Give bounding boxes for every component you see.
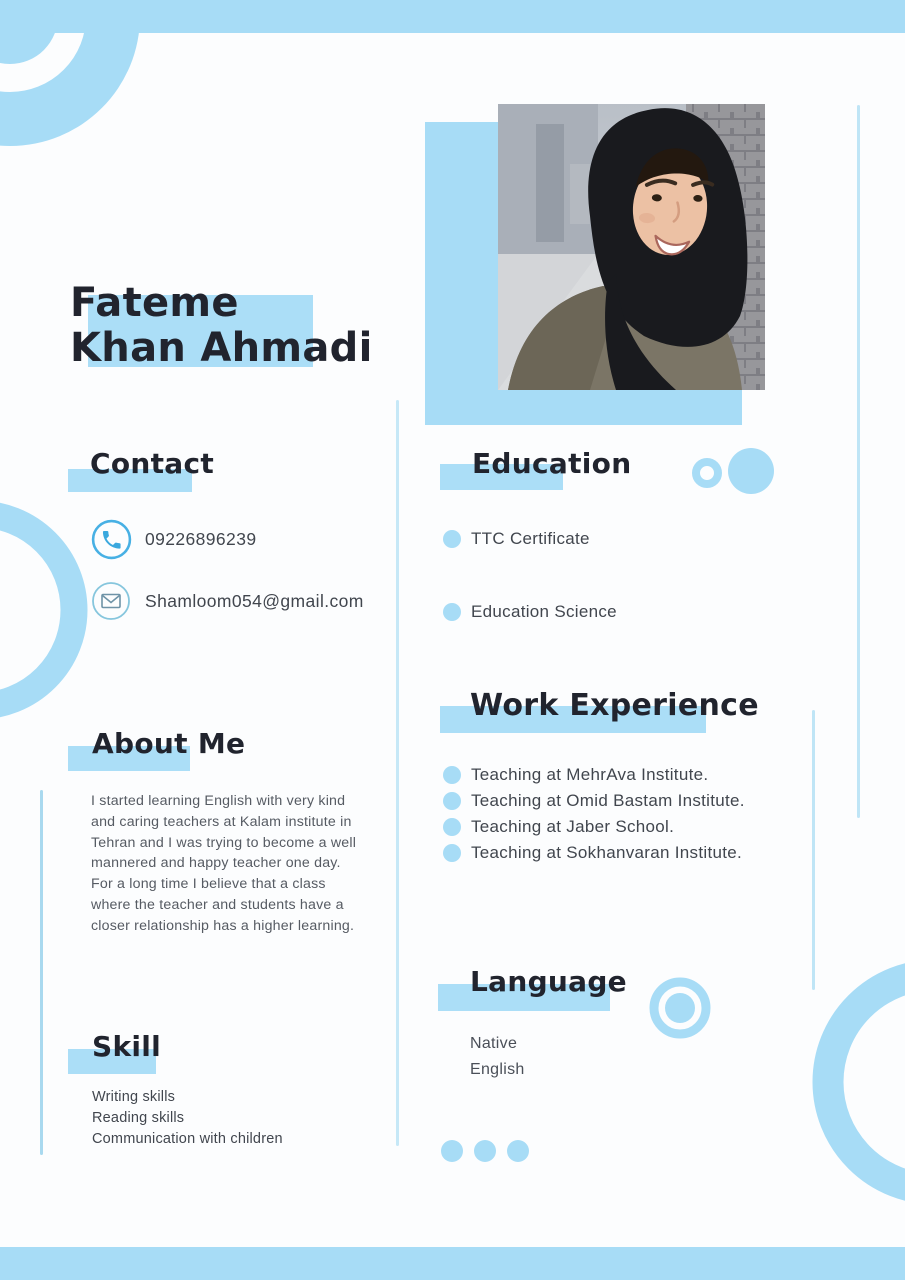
bullet-icon xyxy=(443,818,461,836)
work-item: Teaching at MehrAva Institute. xyxy=(471,765,709,784)
education-circles-decoration xyxy=(685,440,785,502)
work-item: Teaching at Jaber School. xyxy=(471,817,675,836)
person-name xyxy=(70,281,373,371)
work-item: Teaching at Omid Bastam Institute. xyxy=(471,791,745,810)
about-line: and caring teachers at Kalam institute in xyxy=(91,813,352,830)
email-address: Shamloom054@gmail.com xyxy=(145,591,364,611)
top-band-decoration xyxy=(0,0,905,33)
about-line: I started learning English with very kind xyxy=(91,793,346,809)
skill-heading: Skill xyxy=(92,1030,162,1063)
right-ring-decoration xyxy=(780,950,905,1247)
right-divider-line-top xyxy=(857,105,860,818)
bullet-icon xyxy=(443,766,461,784)
bullet-icon xyxy=(443,844,461,862)
corner-rings-decoration xyxy=(0,0,230,230)
profile-photo xyxy=(498,104,765,390)
dot-decoration xyxy=(474,1140,496,1162)
email-icon xyxy=(91,581,131,621)
education-heading: Education xyxy=(472,447,632,480)
phone-number: 09226896239 xyxy=(145,529,257,549)
dot-decoration xyxy=(507,1140,529,1162)
work-item-row xyxy=(443,765,708,785)
phone-icon xyxy=(91,519,132,560)
work-item-row xyxy=(443,843,742,863)
about-line: mannered and happy teacher one day. xyxy=(91,855,341,872)
work-item: Teaching at Sokhanvaran Institute. xyxy=(471,843,743,862)
target-circle-decoration xyxy=(645,975,717,1045)
right-divider-line-bottom xyxy=(812,710,815,990)
about-heading: About Me xyxy=(92,727,246,760)
bottom-band-decoration xyxy=(0,1247,905,1280)
contact-heading: Contact xyxy=(90,447,215,480)
work-item-row xyxy=(443,817,674,837)
about-line: For a long time I believe that a class xyxy=(91,876,326,893)
skill-item: Writing skills xyxy=(92,1089,176,1105)
about-line: closer relationship has a higher learning. xyxy=(91,917,355,934)
education-item-row xyxy=(443,529,590,549)
bullet-icon xyxy=(443,530,461,548)
person-name-last: Khan Ahmadi xyxy=(70,325,373,371)
language-heading: Language xyxy=(470,965,627,998)
bullet-icon xyxy=(443,792,461,810)
language-item: Native xyxy=(470,1035,518,1052)
work-heading: Work Experience xyxy=(470,688,759,723)
bullet-icon xyxy=(443,603,461,621)
language-item: English xyxy=(470,1061,525,1078)
person-name-first: Fateme xyxy=(70,280,239,326)
skill-item: Reading skills xyxy=(92,1110,185,1126)
skill-item: Communication with children xyxy=(92,1131,283,1147)
education-item-row xyxy=(443,602,617,622)
work-item-row xyxy=(443,791,745,811)
left-divider-line xyxy=(40,790,43,1155)
skill-list xyxy=(92,1087,283,1150)
about-paragraph xyxy=(91,791,356,937)
language-list xyxy=(470,1031,525,1083)
education-item: Education Science xyxy=(471,602,617,621)
about-line: Tehran and I was trying to become a well xyxy=(91,834,357,851)
education-item: TTC Certificate xyxy=(471,529,590,548)
about-line: where the teacher and students have a xyxy=(91,896,344,913)
dot-decoration xyxy=(441,1140,463,1162)
center-divider-line xyxy=(396,400,399,1146)
